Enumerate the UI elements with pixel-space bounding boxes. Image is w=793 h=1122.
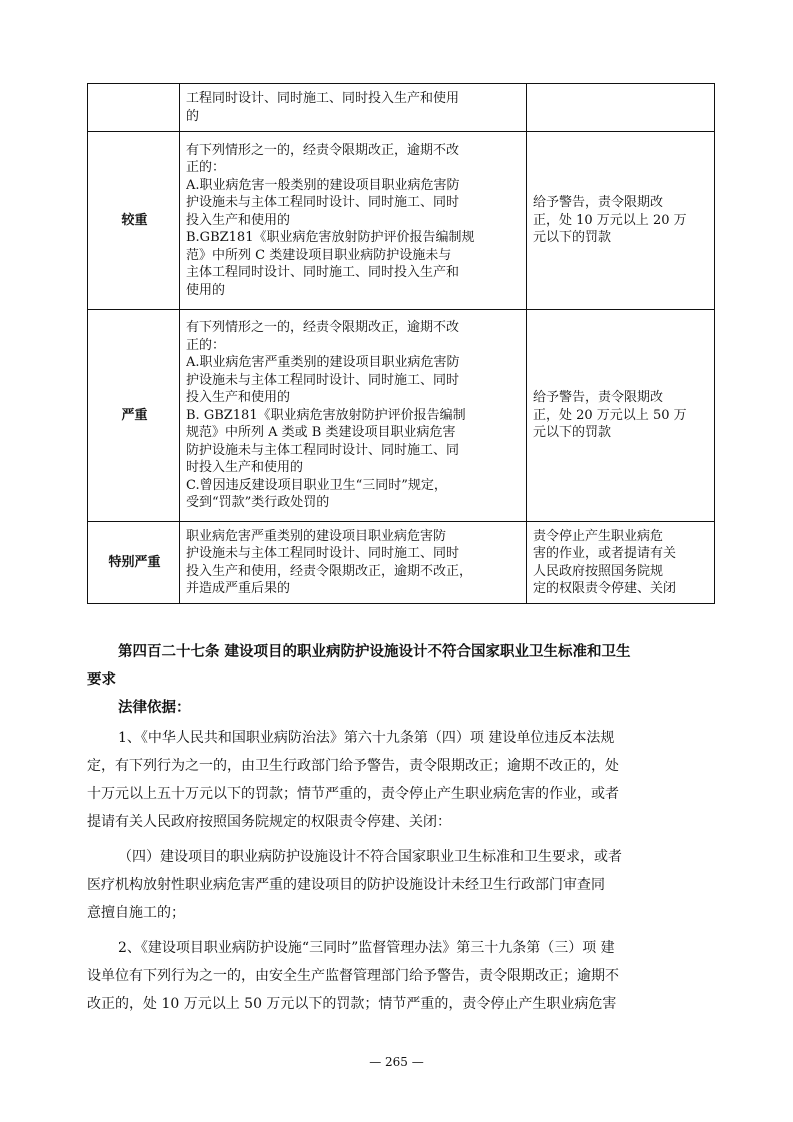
paragraph-line: （四）建设项目的职业病防护设施设计不符合国家职业卫生标准和卫生要求，或者 <box>118 849 622 865</box>
condition-line: 有下列情形之一的，经责令限期改正，逾期不改 <box>186 142 460 158</box>
paragraph <box>87 934 715 1018</box>
condition-line: C.曾因违反建设项目职业卫生“三同时”规定， <box>186 477 447 493</box>
condition-cell <box>180 84 527 132</box>
condition-line: 并造成严重后果的 <box>186 581 291 596</box>
condition-line: 职业病危害严重类别的建设项目职业病危害防 <box>186 528 447 544</box>
condition-line: 正的： <box>186 160 226 176</box>
legal-basis-heading: 法律依据： <box>118 700 191 716</box>
level-cell: 较重 <box>88 132 180 310</box>
condition-line: A.职业病危害严重类别的建设项目职业病危害防 <box>186 355 460 371</box>
level-cell: 严重 <box>88 310 180 522</box>
condition-line: 有下列情形之一的，经责令限期改正，逾期不改 <box>186 320 460 336</box>
punishment-cell <box>527 310 715 522</box>
table-row <box>88 310 715 522</box>
punishment-line: 害的作业，或者提请有关 <box>533 546 677 561</box>
paragraph-line: 改正的，处 10 万元以上 50 万元以下的罚款；情节严重的，责令停止产生职业病危害 <box>87 996 617 1012</box>
article-title-line: 要求 <box>87 672 116 688</box>
condition-line: 护设施未与主体工程同时设计、同时施工、同时 <box>186 195 460 211</box>
condition-line: A.职业病危害一般类别的建设项目职业病危害防 <box>186 177 460 193</box>
condition-line: 主体工程同时设计、同时施工、同时投入生产和 <box>186 265 460 281</box>
condition-line: 规范》中所列 A 类或 B 类建设项目职业病危害 <box>186 425 456 441</box>
paragraph-line: 定，有下列行为之一的，由卫生行政部门给予警告，责令限期改正；逾期不改正的，处 <box>87 758 619 774</box>
condition-line: 投入生产和使用，经责令限期改正，逾期不改正， <box>186 563 473 579</box>
punishment-line: 人民政府按照国务院规 <box>533 563 664 579</box>
paragraph-line: 2、《建设项目职业病防护设施“三同时”监督管理办法》第三十九条第（三）项 建 <box>118 940 615 956</box>
punishment-line: 给予警告，责令限期改 <box>533 390 664 406</box>
level-cell <box>88 84 180 132</box>
punishment-line: 元以下的罚款 <box>533 425 612 441</box>
condition-cell <box>180 310 527 522</box>
condition-line: 范》中所列 C 类建设项目职业病防护设施未与 <box>186 247 452 263</box>
punishment-line: 责令停止产生职业病危 <box>533 528 664 544</box>
paragraph <box>87 843 715 927</box>
condition-line: 投入生产和使用的 <box>186 390 291 406</box>
condition-line: 受到“罚款”类行政处罚的 <box>186 495 330 511</box>
table-row <box>88 132 715 310</box>
punishment-line: 元以下的罚款 <box>533 230 612 246</box>
condition-cell <box>180 522 527 604</box>
condition-line: 护设施未与主体工程同时设计、同时施工、同时 <box>186 546 460 561</box>
condition-line: B.GBZ181《职业病危害放射防护评价报告编制规 <box>186 230 475 246</box>
paragraph-line: 设单位有下列行为之一的，由安全生产监督管理部门给予警告，责令限期改正；逾期不 <box>87 968 619 984</box>
paragraph-line: 意擅自施工的； <box>87 905 185 921</box>
condition-line: 工程同时设计、同时施工、同时投入生产和使用 <box>186 91 460 106</box>
condition-cell <box>180 132 527 310</box>
article-title <box>87 638 718 694</box>
paragraph-line: 1、《中华人民共和国职业病防治法》第六十九条第（四）项 建设单位违反本法规 <box>118 730 615 746</box>
condition-line: B. GBZ181《职业病危害放射防护评价报告编制 <box>186 407 466 423</box>
punishment-cell <box>527 84 715 132</box>
punishment-line: 定的权限责令停建、关闭 <box>533 581 677 596</box>
article-title-line: 第四百二十七条 建设项目的职业病防护设施设计不符合国家职业卫生标准和卫生 <box>118 644 631 660</box>
punishment-cell <box>527 522 715 604</box>
table-row <box>88 84 715 132</box>
punishment-line: 正，处 10 万元以上 20 万 <box>533 212 687 228</box>
condition-line: 使用的 <box>186 282 226 298</box>
page-number: — 265 — <box>369 1055 424 1069</box>
paragraph <box>87 724 715 836</box>
condition-line: 护设施未与主体工程同时设计、同时施工、同时 <box>186 372 460 388</box>
punishment-cell <box>527 132 715 310</box>
penalty-table <box>87 83 715 604</box>
condition-line: 防护设施未与主体工程同时设计、同时施工、同 <box>186 442 460 458</box>
punishment-line: 给予警告，责令限期改 <box>533 195 664 211</box>
paragraph-line: 医疗机构放射性职业病危害严重的建设项目的防护设施设计未经卫生行政部门审查同 <box>87 877 605 893</box>
level-cell: 特别严重 <box>88 522 180 604</box>
punishment-line: 正，处 20 万元以上 50 万 <box>533 407 687 423</box>
paragraph-line: 提请有关人民政府按照国务院规定的权限责令停建、关闭： <box>87 814 451 830</box>
condition-line: 投入生产和使用的 <box>186 212 291 228</box>
condition-line: 正的： <box>186 337 226 353</box>
paragraph-line: 十万元以上五十万元以下的罚款；情节严重的，责令停止产生职业病危害的作业，或者 <box>87 786 619 802</box>
table-row <box>88 522 715 604</box>
condition-line: 时投入生产和使用的 <box>186 460 304 476</box>
condition-line: 的 <box>186 108 200 124</box>
